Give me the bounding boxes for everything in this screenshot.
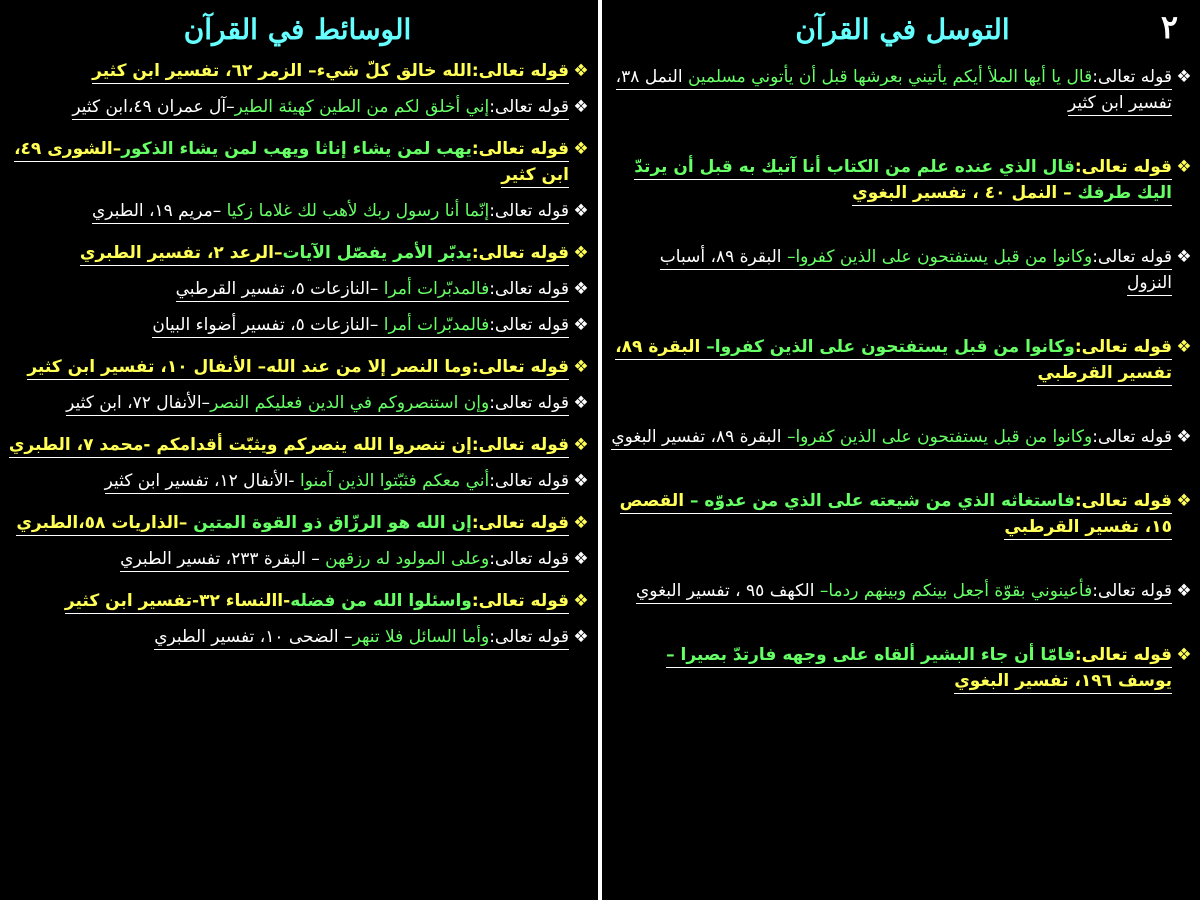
entry-lead: قوله تعالى:: [489, 315, 569, 335]
entry-lead: قوله تعالى:: [1074, 645, 1172, 665]
right-entry-6: [611, 488, 1194, 540]
bullet-icon: ❖: [573, 201, 589, 221]
entry-lead: قوله تعالى:: [489, 393, 569, 413]
bullet-icon: ❖: [1176, 581, 1192, 601]
entry-source: -االنساء ٣٢-تفسير ابن كثير: [64, 591, 291, 611]
bullet-icon: ❖: [573, 513, 589, 533]
left-column: [0, 0, 597, 900]
entry-source: -الأنفال ١٢، تفسير ابن كثير: [104, 471, 300, 491]
left-entry-10: [4, 432, 591, 458]
left-entry-15: [4, 624, 591, 650]
entry-source: النمل ٣٨، تفسير ابن كثير: [615, 67, 1172, 113]
entry-source: –الشورى ٤٩، ابن كثير: [14, 139, 569, 185]
left-title: الوسائط في القرآن: [183, 13, 412, 46]
entry-lead: قوله تعالى:: [489, 549, 569, 569]
entry-lead: قوله تعالى:: [471, 61, 569, 81]
right-entry-1: [611, 64, 1194, 116]
entry-lead: قوله تعالى:: [489, 627, 569, 647]
entry-quote: الله خالق كلّ شيء– الزمر ٦٢، تفسير ابن كثير: [92, 61, 472, 81]
entry-lead: قوله تعالى:: [471, 435, 569, 455]
entry-source: –الرعد ٢، تفسير الطبري: [79, 243, 283, 263]
entry-lead: قوله تعالى:: [1074, 337, 1172, 357]
left-entry-1: [4, 58, 591, 84]
entry-quote: إني أخلق لكم من الطين كهيئة الطير: [234, 97, 490, 117]
entry-quote: إن تنصروا الله ينصركم ويثبّت أقدامكم -محمد ٧، الطبري: [8, 435, 472, 455]
bullet-icon: ❖: [573, 97, 589, 117]
entry-quote: وأما السائل فلا تنهر: [352, 627, 490, 647]
entry-quote: يدبّر الأمر يفصّل الآيات: [282, 243, 472, 263]
entry-quote: إنّما أنا رسول ربك لأهب لك غلاما زكيا: [226, 201, 490, 221]
entry-source: –النازعات ٥، تفسير أضواء البيان: [152, 315, 384, 335]
bullet-icon: ❖: [1176, 427, 1192, 447]
right-entry-5: [611, 424, 1194, 450]
right-entry-8: [611, 642, 1194, 694]
right-entries: [611, 64, 1194, 694]
entry-source: البقرة ٨٩، تفسير البغوي: [611, 427, 787, 447]
left-entry-9: [4, 390, 591, 416]
entry-source: – النمل ٤٠ ، تفسير البغوي: [852, 183, 1078, 203]
left-entry-13: [4, 546, 591, 572]
entry-source: –الذاريات ٥٨،الطبري: [16, 513, 194, 533]
left-entry-8: [4, 354, 591, 380]
entry-quote: وكانوا من قبل يستفتحون على الذين كفروا–: [786, 427, 1093, 447]
entry-quote: فالمدبّرات أمرا: [383, 279, 490, 299]
entry-lead: قوله تعالى:: [471, 591, 569, 611]
entry-source: – الضحى ١٠، تفسير الطبري: [154, 627, 353, 647]
entry-lead: قوله تعالى:: [1092, 427, 1172, 447]
left-entry-11: [4, 468, 591, 494]
bullet-icon: ❖: [573, 471, 589, 491]
entry-quote: فاستغاثه الذي من شيعته على الذي من عدوّه –: [689, 491, 1075, 511]
entry-source: –الأنفال ٧٢، ابن كثير: [66, 393, 211, 413]
bullet-icon: ❖: [1176, 645, 1192, 665]
bullet-icon: ❖: [573, 61, 589, 81]
bullet-icon: ❖: [1176, 491, 1192, 511]
right-entry-3: [611, 244, 1194, 296]
entry-source: الكهف ٩٥ ، تفسير البغوي: [636, 581, 820, 601]
left-entry-12: [4, 510, 591, 536]
left-entry-14: [4, 588, 591, 614]
entry-quote: وما النصر إلا من عند الله– الأنفال ١٠، تفسير ابن كثير: [27, 357, 472, 377]
entry-source: – البقرة ٢٣٣، تفسير الطبري: [120, 549, 326, 569]
entry-quote: وكانوا من قبل يستفتحون على الذين كفروا–: [706, 337, 1075, 357]
entry-source: يوسف ١٩٦، تفسير البغوي: [954, 671, 1172, 691]
entry-quote: فأعينوني بقوّة أجعل بينكم وبينهم ردما–: [819, 581, 1093, 601]
entry-quote: قال يا أيها الملأ أيكم يأتيني بعرشها قبل أن يأتوني مسلمين: [687, 67, 1093, 87]
column-divider: [598, 0, 602, 900]
entry-quote: فامّا أن جاء البشير ألقاه على وجهه فارتدّ بصيرا –: [666, 645, 1075, 665]
bullet-icon: ❖: [573, 315, 589, 335]
bullet-icon: ❖: [573, 435, 589, 455]
entry-lead: قوله تعالى:: [489, 279, 569, 299]
entry-lead: قوله تعالى:: [1074, 157, 1172, 177]
entry-lead: قوله تعالى:: [471, 513, 569, 533]
right-column: [603, 0, 1200, 900]
entry-lead: قوله تعالى:: [489, 97, 569, 117]
entry-quote: إن الله هو الرزّاق ذو القوة المتين: [193, 513, 472, 533]
entry-source: البقرة ٨٩، تفسير القرطبي: [615, 337, 1172, 383]
entry-lead: قوله تعالى:: [471, 357, 569, 377]
entry-source: –النازعات ٥، تفسير القرطبي: [175, 279, 384, 299]
bullet-icon: ❖: [573, 627, 589, 647]
entry-source: –آل عمران ٤٩،ابن كثير: [72, 97, 235, 117]
left-entry-4: [4, 198, 591, 224]
left-entry-2: [4, 94, 591, 120]
entry-quote: وكانوا من قبل يستفتحون على الذين كفروا–: [786, 247, 1093, 267]
entry-lead: قوله تعالى:: [471, 243, 569, 263]
bullet-icon: ❖: [573, 139, 589, 159]
entry-lead: قوله تعالى:: [471, 139, 569, 159]
entry-quote: فالمدبّرات أمرا: [383, 315, 490, 335]
entry-quote: واسئلوا الله من فضله: [290, 591, 472, 611]
page-number: ٢: [1160, 8, 1178, 46]
entry-lead: قوله تعالى:: [489, 201, 569, 221]
left-entry-3: [4, 136, 591, 188]
bullet-icon: ❖: [573, 279, 589, 299]
bullet-icon: ❖: [1176, 67, 1192, 87]
left-entry-5: [4, 240, 591, 266]
entry-lead: قوله تعالى:: [1092, 247, 1172, 267]
entry-quote: قال الذي عنده علم من الكتاب أنا آتيك به قبل أن يرتدّ اليك طرفك: [634, 157, 1172, 203]
right-entry-7: [611, 578, 1194, 604]
bullet-icon: ❖: [1176, 337, 1192, 357]
entry-source: القصص ١٥، تفسير القرطبي: [619, 491, 1172, 537]
bullet-icon: ❖: [573, 357, 589, 377]
entry-lead: قوله تعالى:: [489, 471, 569, 491]
entry-source: البقرة ٨٩، أسباب النزول: [659, 247, 1172, 293]
left-entry-6: [4, 276, 591, 302]
bullet-icon: ❖: [573, 393, 589, 413]
bullet-icon: ❖: [573, 549, 589, 569]
bullet-icon: ❖: [573, 591, 589, 611]
left-entry-7: [4, 312, 591, 338]
entry-quote: يهب لمن يشاء إناثا ويهب لمن يشاء الذكور: [121, 139, 472, 159]
entry-quote: وعلى المولود له رزقهن: [325, 549, 490, 569]
entry-lead: قوله تعالى:: [1092, 67, 1172, 87]
entry-quote: أني معكم فثبّتوا الذين آمنوا: [299, 471, 490, 491]
entry-lead: قوله تعالى:: [1092, 581, 1172, 601]
entry-source: –مريم ١٩، الطبري: [91, 201, 227, 221]
right-entry-4: [611, 334, 1194, 386]
bullet-icon: ❖: [1176, 157, 1192, 177]
bullet-icon: ❖: [573, 243, 589, 263]
left-entries: [4, 58, 591, 650]
bullet-icon: ❖: [1176, 247, 1192, 267]
entry-lead: قوله تعالى:: [1074, 491, 1172, 511]
right-entry-2: [611, 154, 1194, 206]
entry-quote: وإن استنصروكم في الدين فعليكم النصر: [210, 393, 490, 413]
right-title: التوسل في القرآن: [795, 13, 1010, 46]
